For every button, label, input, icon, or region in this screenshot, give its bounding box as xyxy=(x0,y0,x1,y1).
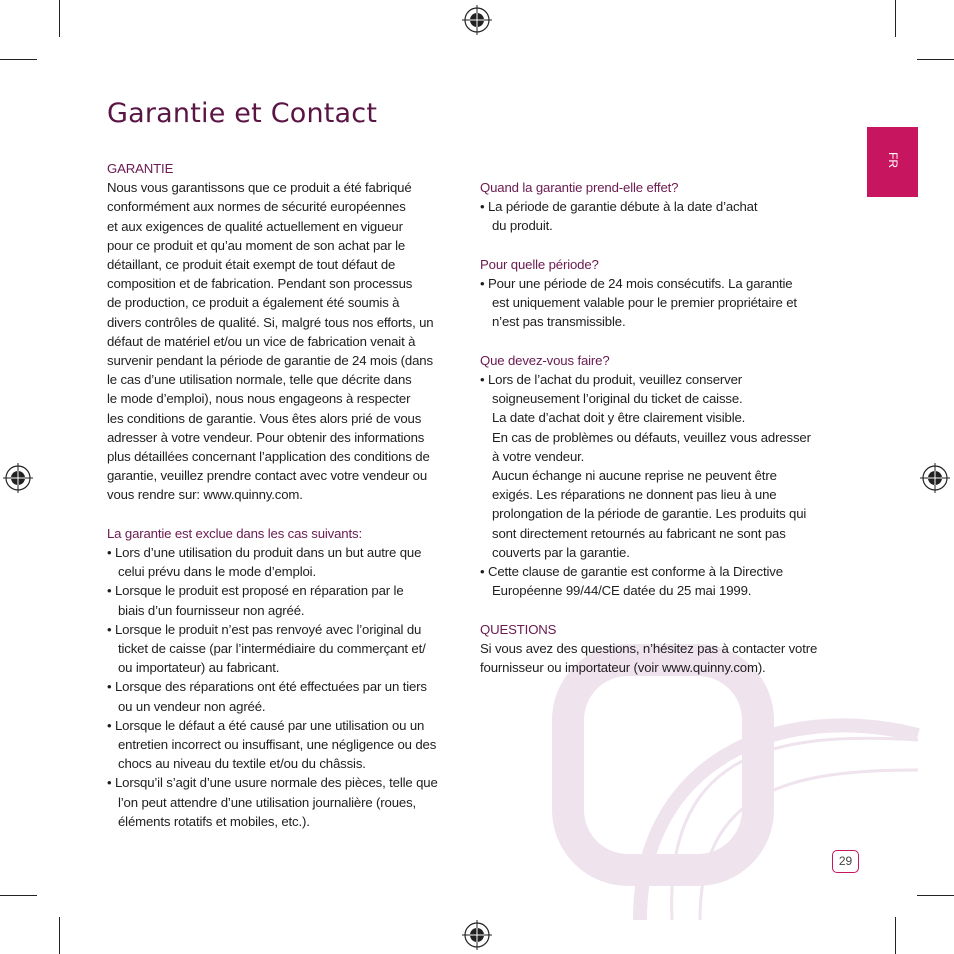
heading-exclusions: La garantie est exclue dans les cas suivants: xyxy=(107,525,362,541)
bullet-line: exigés. Les réparations ne donnent pas lieu à une xyxy=(492,487,777,503)
bullet-line: • Lorsque le produit n’est pas renvoyé avec l’original du xyxy=(107,621,422,637)
bullet-line: du produit. xyxy=(492,218,553,234)
bullet-line: • Lorsque le produit est proposé en réparation par le xyxy=(107,583,404,599)
bullet-line: éléments rotatifs et mobiles, etc.). xyxy=(118,813,310,829)
question-heading: Pour quelle période? xyxy=(480,256,599,272)
language-tab-label: FR xyxy=(886,152,900,168)
bullet-line: à votre vendeur. xyxy=(492,448,585,464)
bullet-line: Aucun échange ni aucune reprise ne peuvent être xyxy=(492,468,777,484)
text-line: plus détaillées concernant l’application des conditions de xyxy=(107,449,430,465)
text-line: conformément aux normes de sécurité européennes xyxy=(107,199,406,215)
text-line: Si vous avez des questions, n’hésitez pas à contacter votre xyxy=(480,640,818,656)
bullet-line: • Lors d’une utilisation du produit dans un but autre que xyxy=(107,545,422,561)
bullet-line: soigneusement l’original du ticket de caisse. xyxy=(492,391,743,407)
page-title: Garantie et Contact xyxy=(107,98,378,129)
text-line: garantie, veuillez prendre contact avec votre vendeur ou xyxy=(107,468,428,484)
registration-mark-icon xyxy=(920,463,950,493)
bullet-line: Européenne 99/44/CE datée du 25 mai 1999. xyxy=(492,583,752,599)
page-number: 29 xyxy=(832,850,859,873)
bullet-line: ou un vendeur non agréé. xyxy=(118,698,266,714)
bullet-line: • Lorsque des réparations ont été effectuées par un tiers xyxy=(107,679,427,695)
bullet-line: • Lorsque le défaut a été causé par une utilisation ou un xyxy=(107,717,425,733)
bullet-line: n’est pas transmissible. xyxy=(492,314,626,330)
text-line: Nous vous garantissons que ce produit a été fabriqué xyxy=(107,180,412,196)
left-column xyxy=(107,159,457,831)
bullet-line: • Pour une période de 24 mois consécutifs. La garantie xyxy=(480,276,793,291)
question-heading: Quand la garantie prend-elle effet? xyxy=(480,180,679,195)
bullet-line: • La période de garantie débute à la date d’achat xyxy=(480,199,758,215)
text-line: fournisseur ou importateur (voir www.quinny.com). xyxy=(480,660,766,676)
text-line: et aux exigences de qualité actuellement en vigueur xyxy=(107,218,403,234)
text-line: pour ce produit et qu’au moment de son achat par le xyxy=(107,237,406,253)
bullet-line: chocs au niveau du textile et/ou du châssis. xyxy=(118,756,366,772)
bullet-line: prolongation de la période de garantie. Les produits qui xyxy=(492,506,807,522)
bullet-line: En cas de problèmes ou défauts, veuillez vous adresser xyxy=(492,429,811,445)
text-line: le cas d’une utilisation normale, telle que décrite dans xyxy=(107,372,412,388)
bullet-line: celui prévu dans le mode d’emploi. xyxy=(118,564,316,580)
text-line: adresser à votre vendeur. Pour obtenir des informations xyxy=(107,429,425,445)
bullet-line: sont directement retournés au fabricant ne sont pas xyxy=(492,525,786,541)
heading-questions: QUESTIONS xyxy=(480,621,557,637)
right-column xyxy=(480,178,835,677)
bullet-line: couverts par la garantie. xyxy=(492,544,630,560)
bullet-line: entretien incorrect ou insuffisant, une négligence ou des xyxy=(118,737,437,753)
language-tab xyxy=(867,127,918,197)
bullet-line: biais d’un fournisseur non agréé. xyxy=(118,602,305,618)
text-line: vous rendre sur: www.quinny.com. xyxy=(107,487,303,503)
bullet-line: La date d’achat doit y être clairement visible. xyxy=(492,410,746,426)
bullet-line: ticket de caisse (par l’intermédiaire du commerçant et/ xyxy=(118,641,426,657)
text-line: composition et de fabrication. Pendant son processus xyxy=(107,276,413,292)
registration-mark-icon xyxy=(462,920,492,950)
text-line: les conditions de garantie. Vous êtes alors prié de vous xyxy=(107,410,422,426)
bullet-line: • Cette clause de garantie est conforme à la Directive xyxy=(480,564,783,580)
text-line: défaut de matériel et/ou un vice de fabrication venait à xyxy=(107,333,416,349)
bullet-line: • Lorsqu’il s’agit d’une usure normale des pièces, telle que xyxy=(107,775,438,791)
registration-mark-icon xyxy=(3,463,33,493)
registration-mark-icon xyxy=(462,5,492,35)
bullet-line: est uniquement valable pour le premier propriétaire et xyxy=(492,295,797,311)
text-line: de production, ce produit a également été soumis à xyxy=(107,295,400,311)
bullet-line: ou importateur) au fabricant. xyxy=(118,660,280,676)
text-line: survenir pendant la période de garantie de 24 mois (dans xyxy=(107,353,433,369)
bullet-line: l’on peut attendre d’une utilisation journalière (roues, xyxy=(118,794,417,810)
heading-garantie: GARANTIE xyxy=(107,161,174,176)
text-line: détaillant, ce produit était exempt de tout défaut de xyxy=(107,257,396,273)
text-line: divers contrôles de qualité. Si, malgré tous nos efforts, un xyxy=(107,314,434,330)
text-line: le mode d’emploi), nous nous engageons à respecter xyxy=(107,391,411,407)
bullet-line: • Lors de l’achat du produit, veuillez conserver xyxy=(480,372,743,387)
question-heading: Que devez-vous faire? xyxy=(480,352,610,368)
